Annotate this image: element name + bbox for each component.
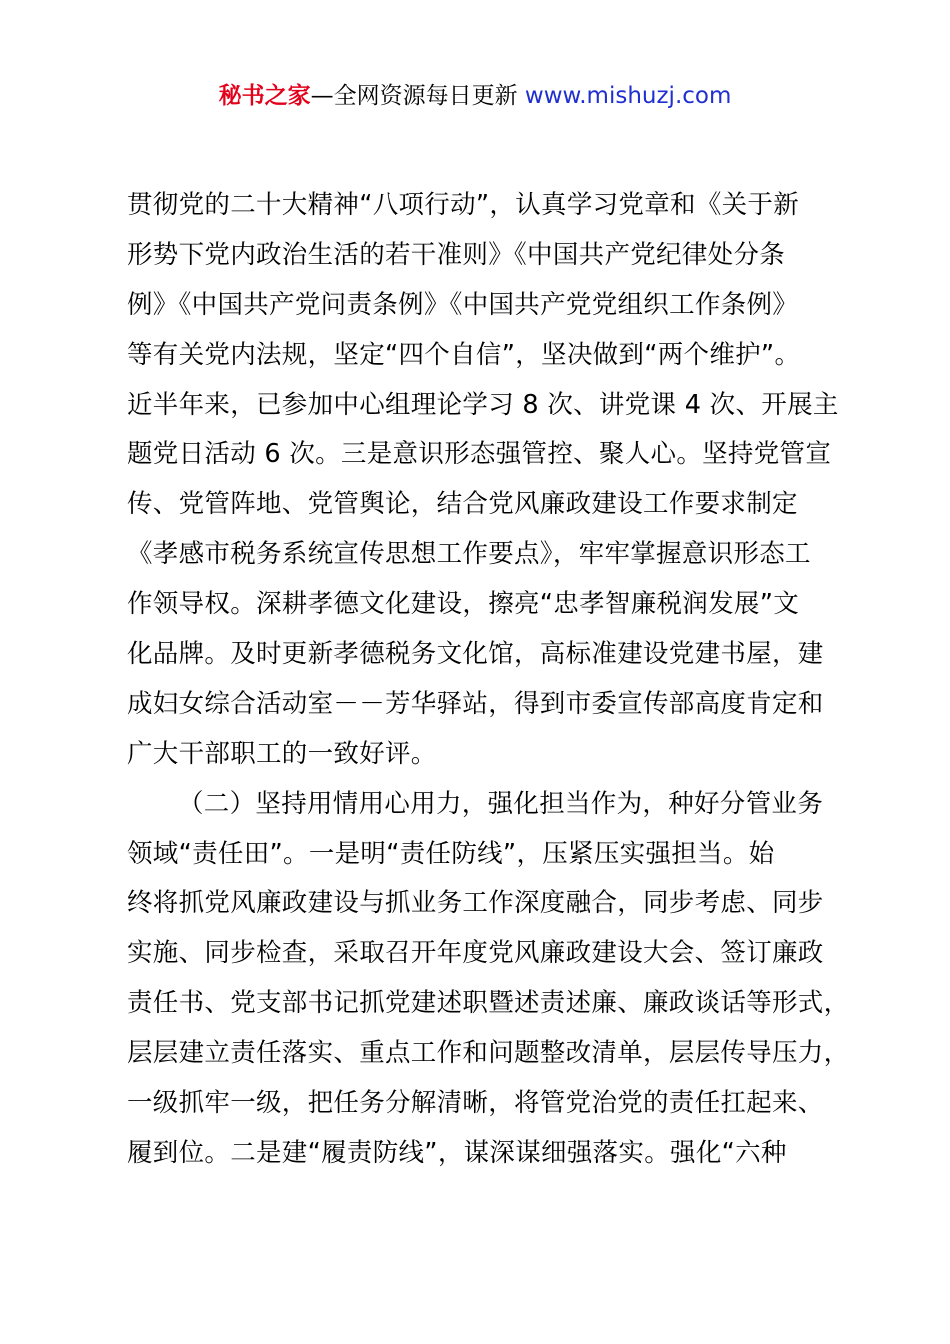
text-line: 一级抓牢一级，把任务分解清晰，将管党治党的责任扛起来、 [127, 1088, 824, 1119]
text-line: 终将抓党风廉政建设与抓业务工作深度融合，同步考虑、同步 [127, 888, 824, 919]
text-line: 近半年来，已参加中心组理论学习 8 次、讲党课 4 次、开展主 [127, 389, 839, 420]
site-tagline: —全网资源每日更新 [310, 83, 525, 109]
text-line: 形势下党内政治生活的若干准则》《中国共产党纪律处分条 [127, 239, 786, 270]
site-url-link[interactable]: www.mishuzj.com [524, 83, 732, 109]
text-line: 层层建立责任落实、重点工作和问题整改清单，层层传导压力， [127, 1038, 850, 1069]
text-line: 贯彻党的二十大精神“八项行动”，认真学习党章和《关于新 [127, 190, 800, 220]
text-line: 责任书、党支部书记抓党建述职暨述责述廉、廉政谈话等形式， [127, 988, 850, 1019]
text-line: 例》《中国共产党问责条例》《中国共产党党组织工作条例》 [127, 289, 799, 320]
text-line: 化品牌。及时更新孝德税务文化馆，高标准建设党建书屋，建 [127, 639, 824, 670]
text-line: 领域“责任田”。一是明“责任防线”，压紧压实强担当。始 [127, 838, 775, 869]
document-body [127, 181, 867, 1179]
text-line: 题党日活动 6 次。三是意识形态强管控、聚人心。坚持党管宣 [127, 439, 832, 470]
site-header [0, 80, 950, 112]
text-line: 作领导权。深耕孝德文化建设，擦亮“忠孝智廉税润发展”文 [127, 589, 800, 620]
text-line: 广大干部职工的一致好评。 [127, 738, 437, 769]
text-line: 等有关党内法规，坚定“四个自信”，坚决做到“两个维护”。 [127, 339, 801, 370]
text-line: 传、党管阵地、党管舆论，结合党风廉政建设工作要求制定 [127, 489, 798, 520]
section-heading-line: （二）坚持用情用心用力，强化担当作为，种好分管业务 [178, 788, 824, 819]
text-line: 《孝感市税务系统宣传思想工作要点》，牢牢掌握意识形态工 [127, 539, 811, 570]
text-line: 成妇女综合活动室－－芳华驿站，得到市委宣传部高度肯定和 [127, 688, 824, 719]
site-brand: 秘书之家 [218, 83, 311, 109]
text-line: 履到位。二是建“履责防线”，谋深谋细强落实。强化“六种 [127, 1137, 787, 1168]
text-line: 实施、同步检查，采取召开年度党风廉政建设大会、签订廉政 [127, 938, 824, 969]
